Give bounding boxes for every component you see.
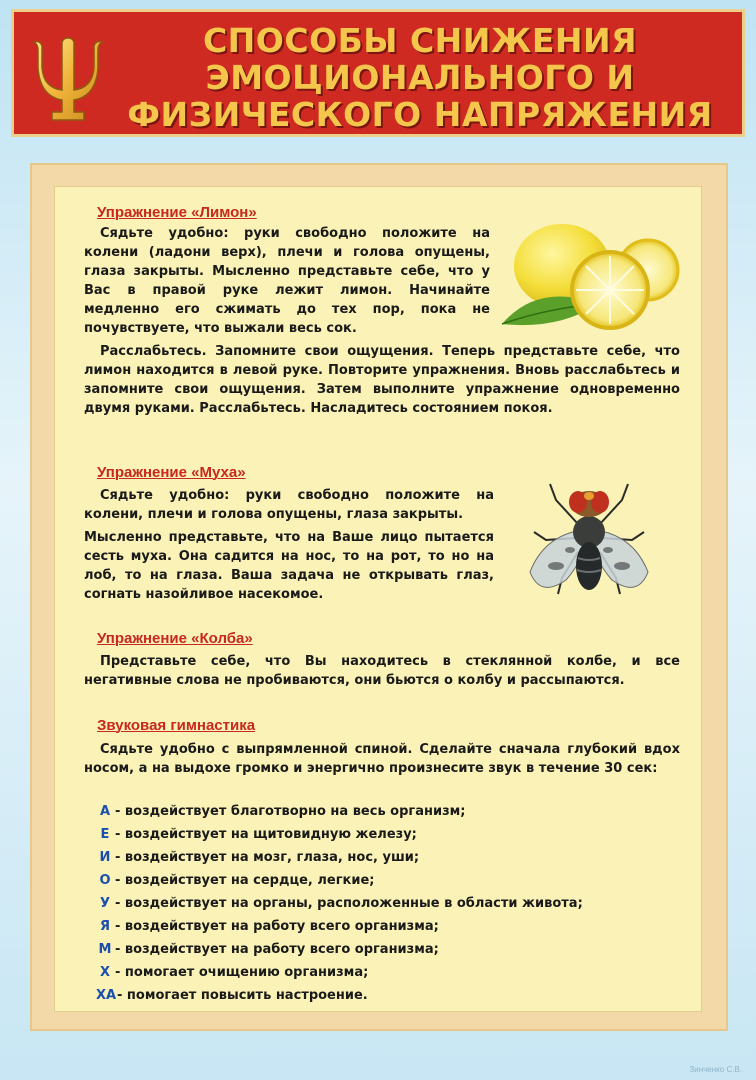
sound-desc: - воздействует на работу всего организма; bbox=[115, 942, 439, 957]
sound-letter: Я bbox=[99, 919, 110, 934]
author-credit: Зинченко С.В. bbox=[689, 1065, 742, 1074]
flask-exercise-title: Упражнение «Колба» bbox=[97, 630, 253, 647]
sound-item-ha bbox=[95, 984, 583, 1007]
fly-exercise-text-1: Сядьте удобно: руки свободно положите на колени, плечи и голова опущены, глаза закрыты. bbox=[84, 488, 494, 522]
sound-letter: ХА bbox=[95, 988, 117, 1003]
sound-desc: - воздействует на органы, расположенные в области живота; bbox=[115, 896, 583, 911]
title-line-2: ЭМОЦИОНАЛЬНОГО И bbox=[205, 58, 635, 97]
sound-desc: - помогает очищению организма; bbox=[115, 965, 369, 980]
title-line-3: ФИЗИЧЕСКОГО НАПРЯЖЕНИЯ bbox=[127, 95, 713, 134]
sound-letter: А bbox=[99, 804, 111, 819]
sound-letter: М bbox=[98, 942, 112, 957]
sound-desc: - воздействует на мозг, глаза, нос, уши; bbox=[115, 850, 420, 865]
sound-item-u bbox=[95, 892, 583, 915]
sound-letter: Е bbox=[100, 827, 110, 842]
sound-item-a bbox=[95, 800, 583, 823]
fly-exercise-title: Упражнение «Муха» bbox=[97, 464, 246, 481]
sound-desc: - воздействует на сердце, легкие; bbox=[115, 873, 375, 888]
sound-gymnastics-text: Сядьте удобно с выпрямленной спиной. Сделайте сначала глубокий вдох носом, а на выдохе громко и энергично произнесите звук в течение 30 сек: bbox=[84, 742, 680, 776]
title-line-1: СПОСОБЫ СНИЖЕНИЯ bbox=[202, 21, 638, 60]
psi-symbol-icon bbox=[28, 34, 108, 124]
sound-letter: О bbox=[99, 873, 111, 888]
sound-letter: У bbox=[99, 896, 111, 911]
poster-title bbox=[110, 22, 730, 133]
sound-desc: - воздействует на работу всего организма; bbox=[115, 919, 439, 934]
sound-desc: - воздействует на щитовидную железу; bbox=[115, 827, 417, 842]
sound-letter: И bbox=[99, 850, 111, 865]
fly-exercise-text-2: Мысленно представьте, что на Ваше лицо пытается сесть муха. Она садится на нос, то на рот, то но на лоб, то на глаза. Ваша задача не открывать глаз, согнать назойливое насекомое. bbox=[84, 530, 494, 602]
lemon-exercise-text-2: Расслабьтесь. Запомните свои ощущения. Теперь представьте себе, что лимон находится в левой руке. Повторите упражнения. Вновь расслабьтесь и запомните свои ощущения. Затем выполните упражнение одновременно двумя руками. Расслабьтесь. Насладитесь состоянием покоя. bbox=[84, 344, 680, 416]
lemon-exercise-text-1: Сядьте удобно: руки свободно положите на колени (ладони верх), плечи и голова опущены, глаза закрыты. Мысленно представьте себе, что у Вас в правой руке лежит лимон. Начинайте медленно его сжимать до тех пор, пока не почувствуете, что выжали весь сок. bbox=[84, 226, 490, 336]
lemon-exercise-title: Упражнение «Лимон» bbox=[97, 204, 257, 221]
lemon-illustration bbox=[498, 212, 688, 340]
header-banner bbox=[11, 9, 745, 137]
sound-gymnastics-title: Звуковая гимнастика bbox=[97, 717, 256, 734]
fly-illustration bbox=[526, 474, 652, 608]
sound-item-e bbox=[95, 823, 583, 846]
flask-exercise-text: Представьте себе, что Вы находитесь в стеклянной колбе, и все негативные слова не пробиваются, они бьются о колбу и рассыпаются. bbox=[84, 654, 680, 688]
sound-desc: - помогает повысить настроение. bbox=[117, 988, 368, 1003]
sound-desc: - воздействует благотворно на весь организм; bbox=[115, 804, 466, 819]
sound-item-i bbox=[95, 846, 583, 869]
sound-list bbox=[95, 800, 583, 1007]
sound-item-ya bbox=[95, 915, 583, 938]
sound-item-m bbox=[95, 938, 583, 961]
sound-letter: Х bbox=[99, 965, 111, 980]
sound-item-o bbox=[95, 869, 583, 892]
sound-item-h bbox=[95, 961, 583, 984]
